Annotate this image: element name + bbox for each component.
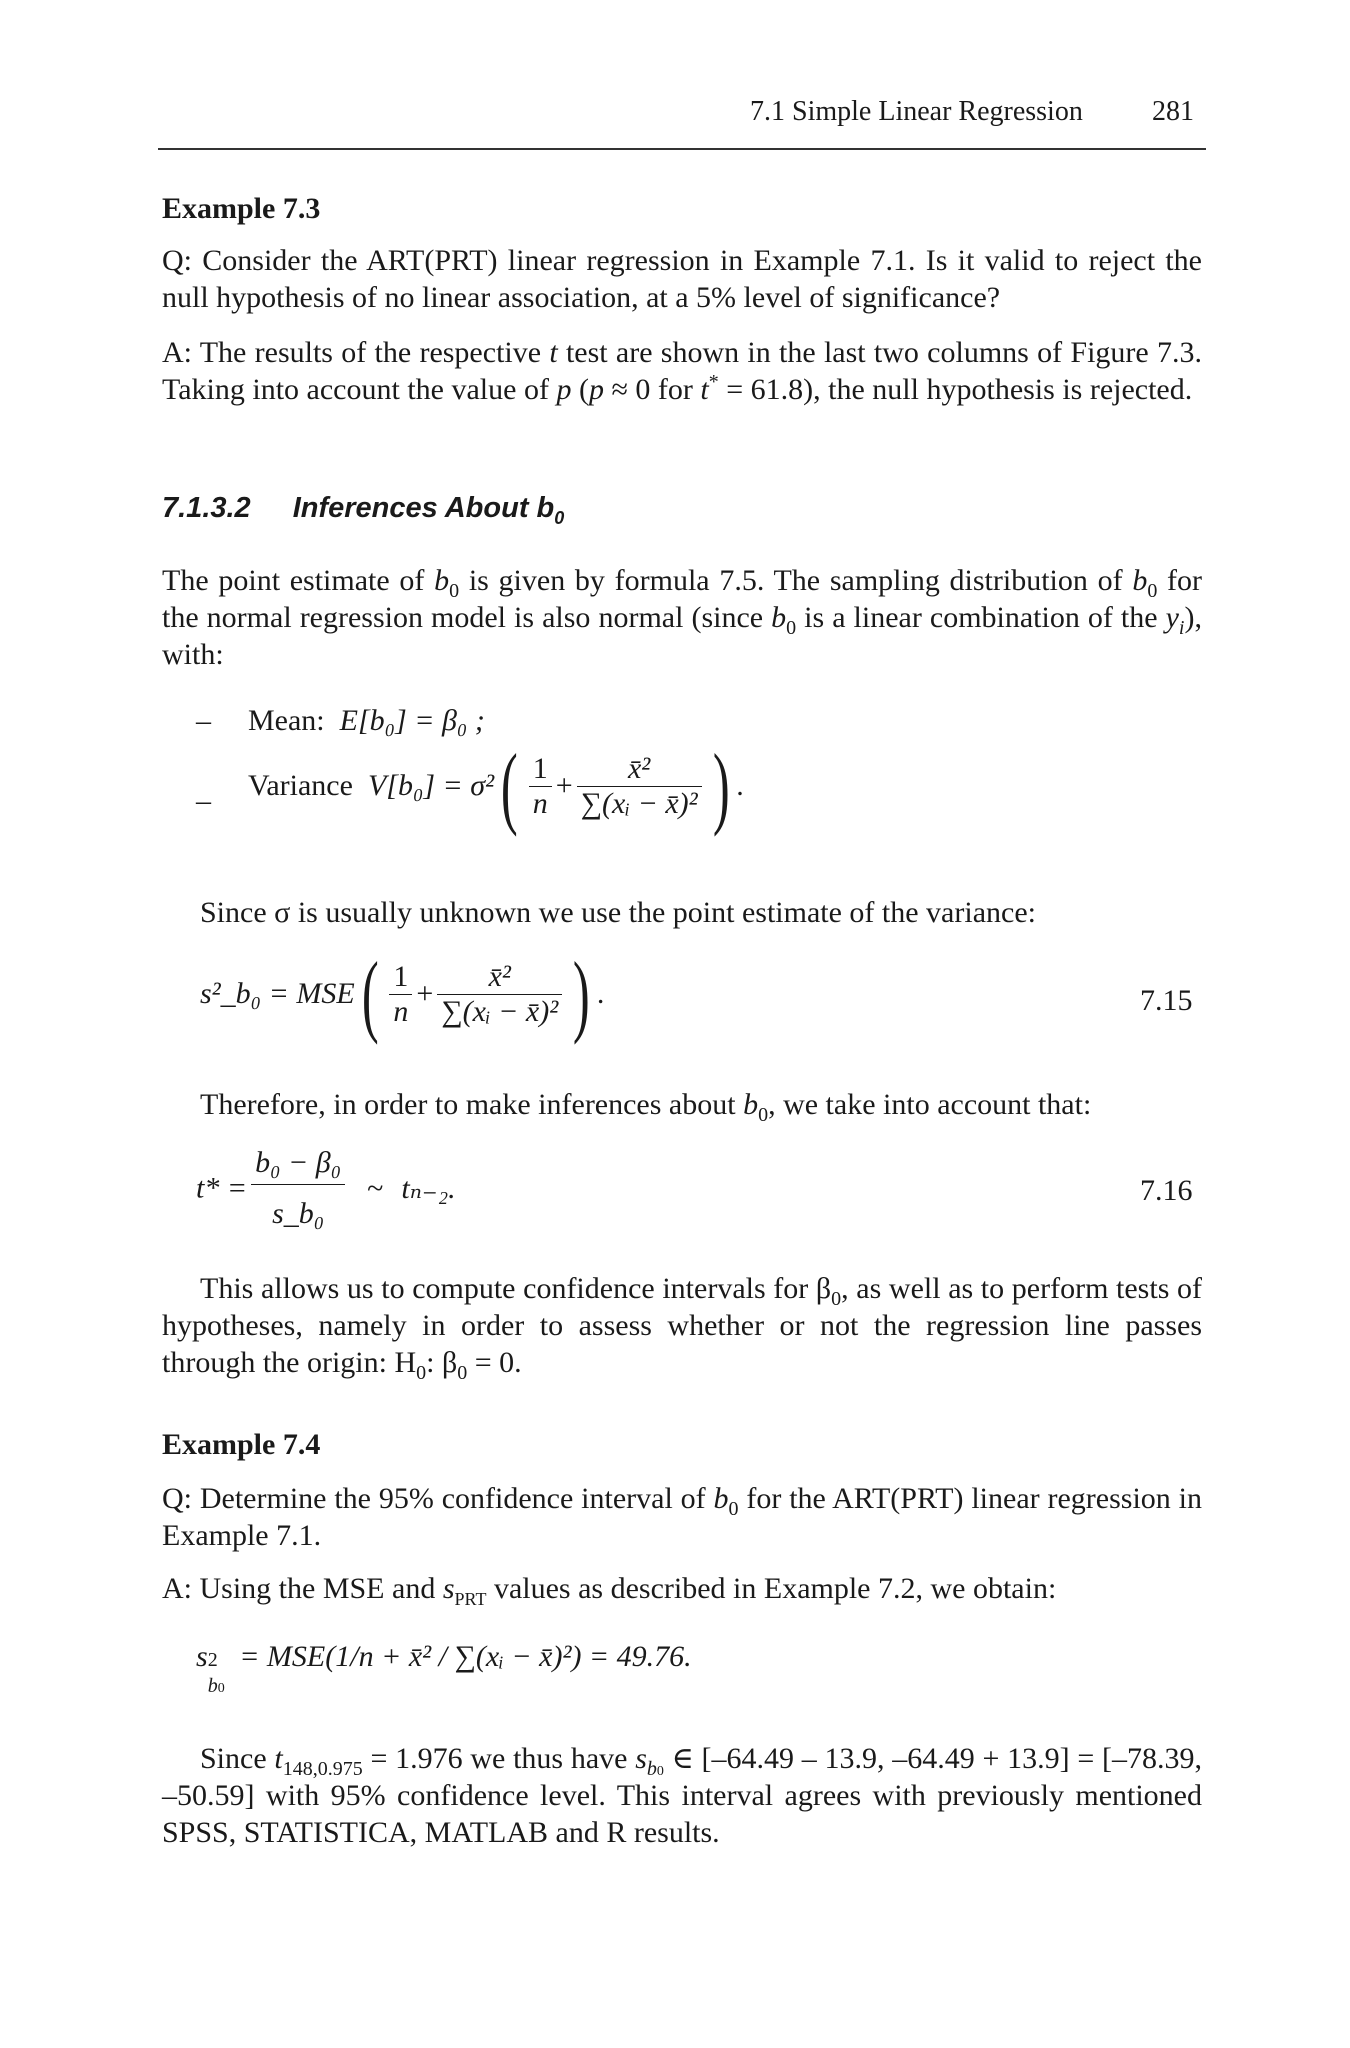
bullet-variance: Variance V[b₀] = σ²( $\frac{1}{n}$ + $\frac{\text{x̄²}}{\text{∑(xᵢ − x̄)²}}$ ) . — [248, 735, 744, 837]
paragraph-sigma-unknown: Since σ is usually unknown we use the point estimate of the variance: — [200, 896, 1036, 929]
paragraph-result: Since $t_{148,0.975} = 1.976$ we thus have $s_{b0}$ ∈ [–64.49 – 13.9, –64.49 + 13.9] = [–78.39, –50.59] with 95% confidence level. This interval agrees with previously mentioned SPSS, STATISTICA, MATLAB and R results. — [162, 1742, 1202, 1849]
variance-lhs: V[b₀] = σ² — [367, 769, 495, 802]
bullet-dash-variance: – — [196, 784, 211, 817]
example-7-4-title: Example 7.4 — [162, 1428, 321, 1461]
bullet-mean: Mean: E[b₀] = β₀ ; — [248, 704, 485, 737]
equation-7-15: s²_b₀ = MSE( $\frac{1}{n}$ + $\frac{\text{x̄²}}{\text{∑(xᵢ − x̄)²}}$ ) . — [200, 943, 605, 1045]
section-title: Inferences About b — [292, 492, 555, 524]
example-7-4-formula: s 2 b0 = MSE(1/n + x̄² / ∑(xᵢ − x̄)²) = 49.76. — [196, 1640, 692, 1697]
example-7-3-answer: A: The results of the respective t test are shown in the last two columns of Figure 7.3. Taking into account the value of p (p ≈ 0 for t* = 61.8), the null hypothesis is rejected. — [162, 336, 1202, 406]
equation-number-7-16: 7.16 — [1140, 1174, 1193, 1207]
header-rule — [158, 148, 1206, 150]
paragraph-point-estimate: The point estimate of $b_0$ is given by formula 7.5. The sampling distribution of $b_0$ for the normal regression model is also normal (since $b_0$ is a linear combination of the $y_i$), with: — [162, 564, 1203, 671]
example-7-3-title: Example 7.3 — [162, 192, 321, 225]
equation-number-7-15: 7.15 — [1140, 984, 1193, 1017]
running-title: 7.1 Simple Linear Regression — [750, 96, 1083, 127]
section-number: 7.1.3.2 — [162, 492, 251, 524]
mean-formula: E[b₀] = β₀ ; — [339, 704, 485, 737]
paragraph-inferences: Therefore, in order to make inferences about $b_0$, we take into account that: — [200, 1088, 1092, 1126]
eq715-lhs: s²_b₀ = MSE — [200, 977, 355, 1010]
section-heading: 7.1.3.2 Inferences About $b_0$ — [162, 492, 565, 528]
example-7-3-question: Q: Consider the ART(PRT) linear regression in Example 7.1. Is it valid to reject the null hypothesis of no linear association, at a 5% level of significance? — [162, 244, 1202, 314]
example-7-4-question: Q: Determine the 95% confidence interval of $b_0$ for the ART(PRT) linear regression in Example 7.1. — [162, 1482, 1203, 1552]
equation-7-16: t* = $\frac{\text{b₀ − β₀}}{\text{s\_b₀}}$ ~ tₙ₋₂. — [196, 1146, 456, 1230]
page-number: 281 — [1152, 96, 1194, 127]
paragraph-confidence-intervals: This allows us to compute confidence intervals for $\beta_0$, as well as to perform tests of hypotheses, namely in order to assess whether or not the regression line passes through the origin: $H_0$: $\beta_0 = 0$. — [162, 1272, 1202, 1384]
example-7-4-answer: A: Using the MSE and $s_{PRT}$ values as described in Example 7.2, we obtain: — [162, 1572, 1057, 1609]
bullet-dash-mean: – — [196, 704, 211, 737]
